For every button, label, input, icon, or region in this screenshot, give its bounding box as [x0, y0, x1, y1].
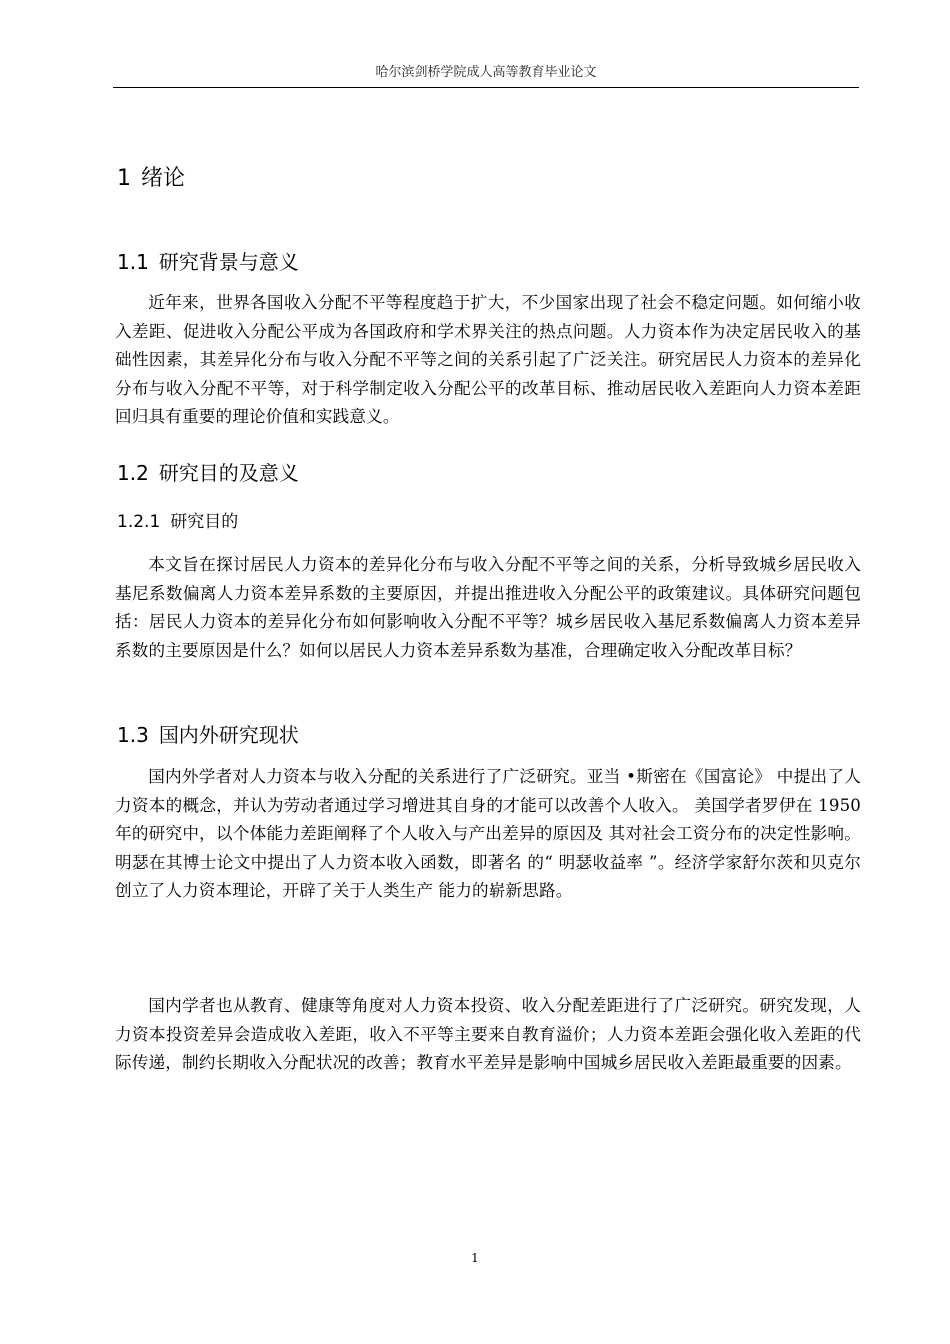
section-heading-1-1: [117, 248, 299, 276]
paragraph-research-purpose: 本文旨在探讨居民人力资本的差异化分布与收入分配不平等之间的关系，分析导致城乡居民收入基尼系数偏离人力资本差异系数的主要原因，并提出推进收入分配公平的政策建议。具体研究问题包括：居民人力资本的差异化分布如何影响收入分配不平等？城乡居民收入基尼系数偏离人力资本差异系数的主要原因是什么？如何以居民人力资本差异系数为基准，合理确定收入分配改革目标？: [115, 555, 861, 660]
section-number: 1.3: [117, 723, 149, 747]
section-title: 研究目的及意义: [158, 461, 299, 485]
section-title: 研究背景与意义: [158, 250, 299, 274]
section-title: 国内外研究现状: [158, 723, 299, 747]
paragraph-background: 近年来，世界各国收入分配不平等程度趋于扩大，不少国家出现了社会不稳定问题。如何缩小收入差距、促进收入分配公平成为各国政府和学术界关注的热点问题。人力资本作为决定居民收入的基础性因素，其差异化分布与收入分配不平等之间的关系引起了广泛关注。研究居民人力资本的差异化分布与收入分配不平等，对于科学制定收入分配公平的改革目标、推动居民收入差距向人力资本差距回归具有重要的理论价值和实践意义。: [115, 293, 861, 427]
subsection-title: 研究目的: [170, 512, 239, 532]
section-number: 1.1: [117, 250, 149, 274]
section-number: 1.2: [117, 461, 149, 485]
section-heading-1-2: [117, 459, 299, 487]
subsection-heading-1-2-1: [117, 509, 238, 535]
page-number: 1: [471, 1251, 479, 1265]
chapter-title: 绪论: [141, 166, 186, 191]
chapter-heading: [117, 164, 185, 194]
paragraph-literature-domestic: 国内学者也从教育、健康等角度对人力资本投资、收入分配差距进行了广泛研究。研究发现，人力资本投资差异会造成收入差距，收入不平等主要来自教育溢价；人力资本差距会强化收入差距的代际传递，制约长期收入分配状况的改善；教育水平差异是影响中国城乡居民收入差距最重要的因素。: [115, 996, 861, 1073]
section-heading-1-3: [117, 721, 299, 749]
header-rule: [113, 87, 859, 88]
paragraph-literature-foreign: 国内外学者对人力资本与收入分配的关系进行了广泛研究。亚当 •斯密在《国富论》 中提出了人力资本的概念，并认为劳动者通过学习增进其自身的才能可以改善个人收入。 美国学者罗伊在 1950 年的研究中，以个体能力差距阐释了个人收入与产出差异的原因及 其对社会工资分布的决定性影响。明瑟在其博士论文中提出了人力资本收入函数，即著名 的“ 明瑟收益率 ”。经济学家舒尔茨和贝克尔创立了人力资本理论，开辟了关于人类生产 能力的崭新思路。: [115, 767, 861, 901]
chapter-number: 1: [117, 166, 131, 191]
running-header: 哈尔滨剑桥学院成人高等教育毕业论文: [375, 65, 597, 80]
subsection-number: 1.2.1: [117, 512, 161, 532]
